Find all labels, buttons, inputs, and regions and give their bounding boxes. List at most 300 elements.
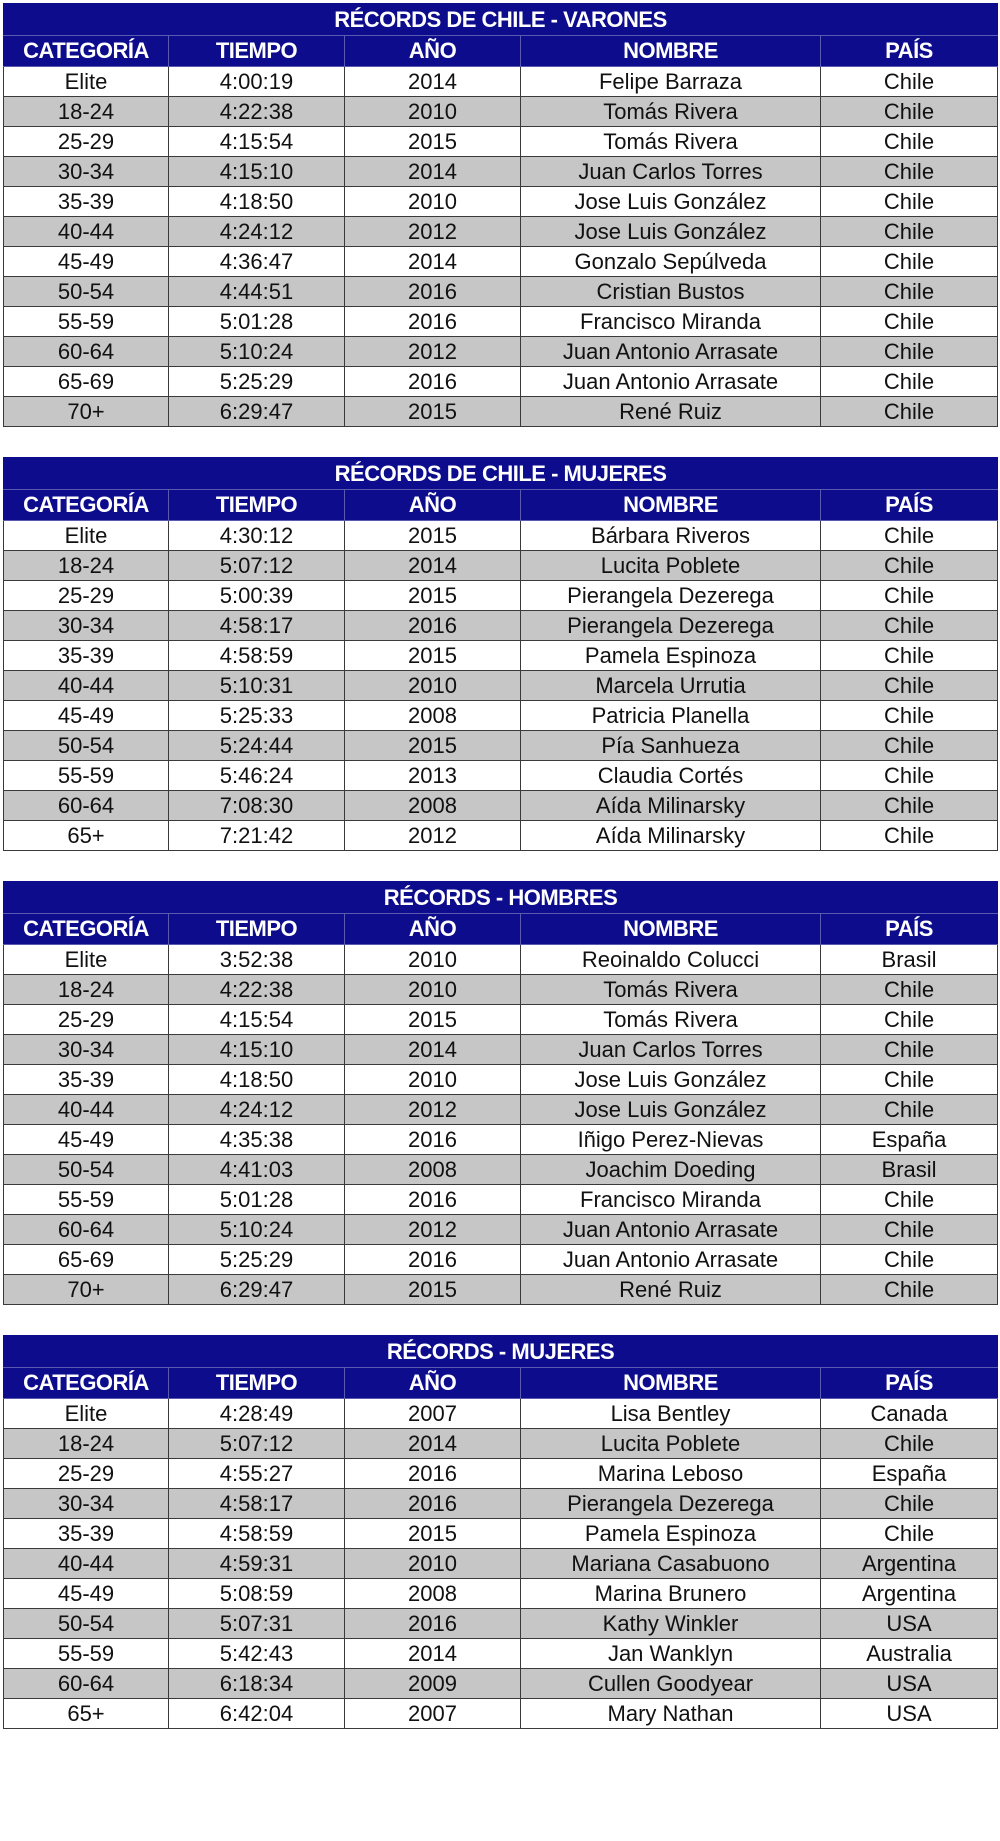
table-row [4, 641, 998, 671]
cell-anio: 2012 [345, 217, 521, 247]
cell-categoria: 60-64 [4, 1669, 169, 1699]
cell-pais: Chile [821, 1005, 998, 1035]
cell-tiempo: 5:00:39 [169, 581, 345, 611]
table-row [4, 1429, 998, 1459]
table-row [4, 791, 998, 821]
cell-anio: 2014 [345, 157, 521, 187]
table-row [4, 1489, 998, 1519]
cell-anio: 2015 [345, 581, 521, 611]
cell-anio: 2013 [345, 761, 521, 791]
cell-tiempo: 5:10:31 [169, 671, 345, 701]
cell-pais: Chile [821, 1489, 998, 1519]
cell-anio: 2008 [345, 1579, 521, 1609]
cell-nombre: Patricia Planella [521, 701, 821, 731]
table-row [4, 97, 998, 127]
cell-tiempo: 5:07:31 [169, 1609, 345, 1639]
cell-nombre: Marcela Urrutia [521, 671, 821, 701]
cell-categoria: Elite [4, 67, 169, 97]
cell-anio: 2015 [345, 731, 521, 761]
cell-tiempo: 4:41:03 [169, 1155, 345, 1185]
cell-nombre: Marina Leboso [521, 1459, 821, 1489]
cell-tiempo: 4:00:19 [169, 67, 345, 97]
column-header-nombre: NOMBRE [521, 1368, 821, 1399]
cell-tiempo: 4:18:50 [169, 1065, 345, 1095]
cell-anio: 2012 [345, 337, 521, 367]
cell-pais: Chile [821, 1245, 998, 1275]
cell-pais: Chile [821, 187, 998, 217]
cell-nombre: René Ruiz [521, 397, 821, 427]
cell-anio: 2016 [345, 1459, 521, 1489]
cell-pais: Chile [821, 791, 998, 821]
cell-tiempo: 5:25:29 [169, 367, 345, 397]
column-header-anio: AÑO [345, 36, 521, 67]
column-header-nombre: NOMBRE [521, 914, 821, 945]
table-row [4, 1275, 998, 1305]
table-row [4, 701, 998, 731]
cell-categoria: 50-54 [4, 731, 169, 761]
cell-tiempo: 4:24:12 [169, 217, 345, 247]
cell-anio: 2010 [345, 1065, 521, 1095]
table-row [4, 1215, 998, 1245]
cell-anio: 2014 [345, 1639, 521, 1669]
cell-nombre: Juan Antonio Arrasate [521, 1245, 821, 1275]
cell-categoria: 50-54 [4, 1155, 169, 1185]
table-row [4, 217, 998, 247]
cell-tiempo: 5:07:12 [169, 1429, 345, 1459]
cell-pais: Brasil [821, 1155, 998, 1185]
table-row [4, 1005, 998, 1035]
column-header-nombre: NOMBRE [521, 36, 821, 67]
cell-nombre: Jose Luis González [521, 1095, 821, 1125]
cell-anio: 2009 [345, 1669, 521, 1699]
cell-anio: 2010 [345, 97, 521, 127]
table-row [4, 337, 998, 367]
cell-nombre: Jose Luis González [521, 1065, 821, 1095]
cell-categoria: 35-39 [4, 1519, 169, 1549]
table-row [4, 247, 998, 277]
cell-categoria: 35-39 [4, 187, 169, 217]
table-row [4, 1639, 998, 1669]
cell-tiempo: 4:35:38 [169, 1125, 345, 1155]
chile-varones-table [3, 3, 998, 427]
cell-pais: Chile [821, 975, 998, 1005]
table-row [4, 127, 998, 157]
cell-categoria: 40-44 [4, 217, 169, 247]
column-header-categoria: CATEGORÍA [4, 1368, 169, 1399]
cell-tiempo: 4:36:47 [169, 247, 345, 277]
cell-categoria: 50-54 [4, 277, 169, 307]
cell-nombre: Joachim Doeding [521, 1155, 821, 1185]
cell-tiempo: 4:30:12 [169, 521, 345, 551]
cell-anio: 2007 [345, 1699, 521, 1729]
column-header-tiempo: TIEMPO [169, 490, 345, 521]
cell-pais: Chile [821, 1519, 998, 1549]
cell-tiempo: 4:22:38 [169, 975, 345, 1005]
cell-anio: 2015 [345, 127, 521, 157]
cell-nombre: Pierangela Dezerega [521, 581, 821, 611]
cell-pais: Chile [821, 1095, 998, 1125]
cell-anio: 2010 [345, 187, 521, 217]
cell-pais: Chile [821, 247, 998, 277]
cell-tiempo: 4:44:51 [169, 277, 345, 307]
cell-nombre: Jan Wanklyn [521, 1639, 821, 1669]
table-row [4, 277, 998, 307]
cell-categoria: 50-54 [4, 1609, 169, 1639]
cell-anio: 2016 [345, 277, 521, 307]
cell-tiempo: 6:29:47 [169, 1275, 345, 1305]
cell-anio: 2010 [345, 1549, 521, 1579]
cell-tiempo: 7:21:42 [169, 821, 345, 851]
cell-anio: 2016 [345, 611, 521, 641]
cell-tiempo: 5:01:28 [169, 1185, 345, 1215]
cell-pais: Chile [821, 611, 998, 641]
cell-nombre: Jose Luis González [521, 187, 821, 217]
cell-anio: 2016 [345, 367, 521, 397]
cell-pais: Canada [821, 1399, 998, 1429]
cell-nombre: Marina Brunero [521, 1579, 821, 1609]
cell-pais: Chile [821, 581, 998, 611]
cell-pais: USA [821, 1699, 998, 1729]
cell-pais: Argentina [821, 1549, 998, 1579]
cell-anio: 2010 [345, 945, 521, 975]
cell-categoria: 18-24 [4, 97, 169, 127]
cell-anio: 2014 [345, 1429, 521, 1459]
cell-tiempo: 4:58:59 [169, 1519, 345, 1549]
table-row [4, 945, 998, 975]
table-row [4, 1699, 998, 1729]
chile-mujeres-table [3, 457, 998, 851]
cell-categoria: 45-49 [4, 1125, 169, 1155]
table-row [4, 521, 998, 551]
cell-categoria: 25-29 [4, 1005, 169, 1035]
table-row [4, 67, 998, 97]
cell-nombre: Lucita Poblete [521, 551, 821, 581]
cell-tiempo: 4:59:31 [169, 1549, 345, 1579]
cell-pais: USA [821, 1609, 998, 1639]
cell-anio: 2008 [345, 701, 521, 731]
cell-pais: Chile [821, 97, 998, 127]
table-row [4, 581, 998, 611]
cell-nombre: Tomás Rivera [521, 975, 821, 1005]
cell-categoria: 65+ [4, 821, 169, 851]
cell-categoria: 45-49 [4, 701, 169, 731]
column-header-anio: AÑO [345, 490, 521, 521]
cell-pais: Chile [821, 397, 998, 427]
cell-anio: 2014 [345, 1035, 521, 1065]
column-header-row [4, 36, 998, 67]
column-header-anio: AÑO [345, 1368, 521, 1399]
cell-categoria: 55-59 [4, 307, 169, 337]
cell-categoria: 40-44 [4, 1095, 169, 1125]
cell-pais: Chile [821, 1275, 998, 1305]
cell-categoria: 40-44 [4, 1549, 169, 1579]
table-row [4, 821, 998, 851]
cell-tiempo: 5:24:44 [169, 731, 345, 761]
table-row [4, 307, 998, 337]
cell-categoria: 25-29 [4, 127, 169, 157]
cell-nombre: Reoinaldo Colucci [521, 945, 821, 975]
cell-tiempo: 5:07:12 [169, 551, 345, 581]
cell-categoria: Elite [4, 1399, 169, 1429]
cell-tiempo: 5:10:24 [169, 1215, 345, 1245]
table-row [4, 1669, 998, 1699]
table-row [4, 187, 998, 217]
table-row [4, 1035, 998, 1065]
cell-tiempo: 6:42:04 [169, 1699, 345, 1729]
column-header-pais: PAÍS [821, 914, 998, 945]
mujeres-table [3, 1335, 998, 1729]
cell-categoria: 25-29 [4, 1459, 169, 1489]
cell-categoria: 65+ [4, 1699, 169, 1729]
cell-categoria: 18-24 [4, 1429, 169, 1459]
cell-categoria: 30-34 [4, 611, 169, 641]
cell-anio: 2007 [345, 1399, 521, 1429]
table-title: RÉCORDS DE CHILE - VARONES [4, 4, 998, 36]
cell-anio: 2016 [345, 1125, 521, 1155]
column-header-pais: PAÍS [821, 1368, 998, 1399]
cell-tiempo: 6:29:47 [169, 397, 345, 427]
cell-anio: 2016 [345, 307, 521, 337]
cell-nombre: Lisa Bentley [521, 1399, 821, 1429]
cell-nombre: Bárbara Riveros [521, 521, 821, 551]
column-header-row [4, 914, 998, 945]
table-row [4, 975, 998, 1005]
cell-tiempo: 4:28:49 [169, 1399, 345, 1429]
cell-anio: 2010 [345, 975, 521, 1005]
table-row [4, 1399, 998, 1429]
cell-categoria: 60-64 [4, 791, 169, 821]
cell-nombre: Juan Carlos Torres [521, 1035, 821, 1065]
cell-anio: 2015 [345, 397, 521, 427]
cell-tiempo: 4:24:12 [169, 1095, 345, 1125]
cell-categoria: 30-34 [4, 1489, 169, 1519]
records-document [3, 3, 997, 1729]
cell-nombre: Aída Milinarsky [521, 821, 821, 851]
table-row [4, 1245, 998, 1275]
cell-tiempo: 4:15:54 [169, 1005, 345, 1035]
cell-categoria: 70+ [4, 1275, 169, 1305]
cell-nombre: Iñigo Perez-Nievas [521, 1125, 821, 1155]
cell-nombre: René Ruiz [521, 1275, 821, 1305]
cell-categoria: 60-64 [4, 337, 169, 367]
table-row [4, 367, 998, 397]
cell-pais: Chile [821, 67, 998, 97]
table-row [4, 761, 998, 791]
table-row [4, 1459, 998, 1489]
table-row [4, 1579, 998, 1609]
cell-anio: 2016 [345, 1489, 521, 1519]
cell-pais: Chile [821, 1035, 998, 1065]
cell-nombre: Francisco Miranda [521, 307, 821, 337]
cell-anio: 2014 [345, 67, 521, 97]
column-header-categoria: CATEGORÍA [4, 914, 169, 945]
cell-pais: Chile [821, 217, 998, 247]
cell-nombre: Mary Nathan [521, 1699, 821, 1729]
table-row [4, 1519, 998, 1549]
table-title: RÉCORDS - MUJERES [4, 1336, 998, 1368]
cell-anio: 2014 [345, 551, 521, 581]
cell-categoria: 60-64 [4, 1215, 169, 1245]
cell-nombre: Tomás Rivera [521, 127, 821, 157]
cell-tiempo: 4:15:10 [169, 1035, 345, 1065]
table-row [4, 671, 998, 701]
cell-pais: Chile [821, 731, 998, 761]
cell-tiempo: 5:25:29 [169, 1245, 345, 1275]
cell-nombre: Cristian Bustos [521, 277, 821, 307]
cell-nombre: Aída Milinarsky [521, 791, 821, 821]
cell-tiempo: 4:22:38 [169, 97, 345, 127]
cell-anio: 2014 [345, 247, 521, 277]
cell-anio: 2016 [345, 1609, 521, 1639]
column-header-categoria: CATEGORÍA [4, 490, 169, 521]
table-row [4, 157, 998, 187]
cell-categoria: Elite [4, 945, 169, 975]
table-title: RÉCORDS DE CHILE - MUJERES [4, 458, 998, 490]
cell-nombre: Felipe Barraza [521, 67, 821, 97]
cell-anio: 2008 [345, 1155, 521, 1185]
cell-pais: Chile [821, 337, 998, 367]
cell-pais: Chile [821, 821, 998, 851]
cell-tiempo: 6:18:34 [169, 1669, 345, 1699]
cell-nombre: Pamela Espinoza [521, 641, 821, 671]
cell-tiempo: 5:42:43 [169, 1639, 345, 1669]
cell-categoria: 30-34 [4, 157, 169, 187]
cell-nombre: Pía Sanhueza [521, 731, 821, 761]
cell-tiempo: 4:18:50 [169, 187, 345, 217]
cell-categoria: 55-59 [4, 1185, 169, 1215]
cell-tiempo: 4:58:59 [169, 641, 345, 671]
cell-pais: Chile [821, 551, 998, 581]
column-header-categoria: CATEGORÍA [4, 36, 169, 67]
table-row [4, 1065, 998, 1095]
table-row [4, 1125, 998, 1155]
cell-anio: 2015 [345, 1005, 521, 1035]
column-header-anio: AÑO [345, 914, 521, 945]
cell-categoria: 35-39 [4, 641, 169, 671]
cell-categoria: 65-69 [4, 367, 169, 397]
cell-nombre: Francisco Miranda [521, 1185, 821, 1215]
column-header-row [4, 1368, 998, 1399]
cell-categoria: Elite [4, 521, 169, 551]
cell-categoria: 40-44 [4, 671, 169, 701]
cell-anio: 2010 [345, 671, 521, 701]
cell-categoria: 45-49 [4, 1579, 169, 1609]
cell-pais: Chile [821, 671, 998, 701]
cell-pais: Chile [821, 157, 998, 187]
cell-tiempo: 5:25:33 [169, 701, 345, 731]
cell-nombre: Claudia Cortés [521, 761, 821, 791]
cell-pais: Chile [821, 761, 998, 791]
cell-anio: 2012 [345, 1215, 521, 1245]
cell-nombre: Tomás Rivera [521, 97, 821, 127]
cell-nombre: Jose Luis González [521, 217, 821, 247]
cell-pais: USA [821, 1669, 998, 1699]
cell-pais: España [821, 1459, 998, 1489]
cell-pais: Chile [821, 701, 998, 731]
cell-nombre: Tomás Rivera [521, 1005, 821, 1035]
cell-nombre: Mariana Casabuono [521, 1549, 821, 1579]
table-row [4, 1155, 998, 1185]
cell-pais: Chile [821, 1065, 998, 1095]
column-header-tiempo: TIEMPO [169, 36, 345, 67]
cell-pais: Chile [821, 127, 998, 157]
cell-categoria: 70+ [4, 397, 169, 427]
column-header-pais: PAÍS [821, 36, 998, 67]
cell-tiempo: 4:15:54 [169, 127, 345, 157]
cell-categoria: 55-59 [4, 1639, 169, 1669]
cell-nombre: Lucita Poblete [521, 1429, 821, 1459]
table-row [4, 1185, 998, 1215]
table-row [4, 551, 998, 581]
cell-nombre: Juan Antonio Arrasate [521, 1215, 821, 1245]
column-header-pais: PAÍS [821, 490, 998, 521]
cell-tiempo: 5:01:28 [169, 307, 345, 337]
cell-anio: 2012 [345, 1095, 521, 1125]
cell-categoria: 35-39 [4, 1065, 169, 1095]
cell-anio: 2015 [345, 1275, 521, 1305]
cell-categoria: 65-69 [4, 1245, 169, 1275]
table-row [4, 611, 998, 641]
cell-nombre: Gonzalo Sepúlveda [521, 247, 821, 277]
cell-tiempo: 3:52:38 [169, 945, 345, 975]
cell-pais: Chile [821, 1185, 998, 1215]
cell-pais: Brasil [821, 945, 998, 975]
cell-categoria: 18-24 [4, 551, 169, 581]
table-row [4, 1549, 998, 1579]
table-row [4, 397, 998, 427]
cell-tiempo: 4:15:10 [169, 157, 345, 187]
cell-tiempo: 7:08:30 [169, 791, 345, 821]
cell-nombre: Cullen Goodyear [521, 1669, 821, 1699]
cell-tiempo: 4:55:27 [169, 1459, 345, 1489]
table-title: RÉCORDS - HOMBRES [4, 882, 998, 914]
cell-categoria: 25-29 [4, 581, 169, 611]
cell-pais: España [821, 1125, 998, 1155]
cell-tiempo: 5:46:24 [169, 761, 345, 791]
cell-pais: Chile [821, 277, 998, 307]
cell-anio: 2015 [345, 641, 521, 671]
column-header-tiempo: TIEMPO [169, 1368, 345, 1399]
cell-anio: 2016 [345, 1245, 521, 1275]
column-header-nombre: NOMBRE [521, 490, 821, 521]
cell-nombre: Pierangela Dezerega [521, 1489, 821, 1519]
cell-nombre: Juan Carlos Torres [521, 157, 821, 187]
cell-nombre: Pierangela Dezerega [521, 611, 821, 641]
cell-tiempo: 5:08:59 [169, 1579, 345, 1609]
cell-pais: Chile [821, 521, 998, 551]
cell-nombre: Juan Antonio Arrasate [521, 367, 821, 397]
cell-anio: 2015 [345, 1519, 521, 1549]
table-row [4, 1609, 998, 1639]
cell-pais: Chile [821, 1215, 998, 1245]
cell-categoria: 30-34 [4, 1035, 169, 1065]
cell-pais: Chile [821, 641, 998, 671]
cell-categoria: 45-49 [4, 247, 169, 277]
cell-tiempo: 5:10:24 [169, 337, 345, 367]
cell-tiempo: 4:58:17 [169, 611, 345, 641]
hombres-table [3, 881, 998, 1305]
cell-anio: 2008 [345, 791, 521, 821]
cell-anio: 2015 [345, 521, 521, 551]
cell-tiempo: 4:58:17 [169, 1489, 345, 1519]
cell-pais: Chile [821, 367, 998, 397]
cell-pais: Chile [821, 1429, 998, 1459]
column-header-tiempo: TIEMPO [169, 914, 345, 945]
cell-categoria: 55-59 [4, 761, 169, 791]
cell-anio: 2012 [345, 821, 521, 851]
cell-nombre: Pamela Espinoza [521, 1519, 821, 1549]
table-row [4, 1095, 998, 1125]
